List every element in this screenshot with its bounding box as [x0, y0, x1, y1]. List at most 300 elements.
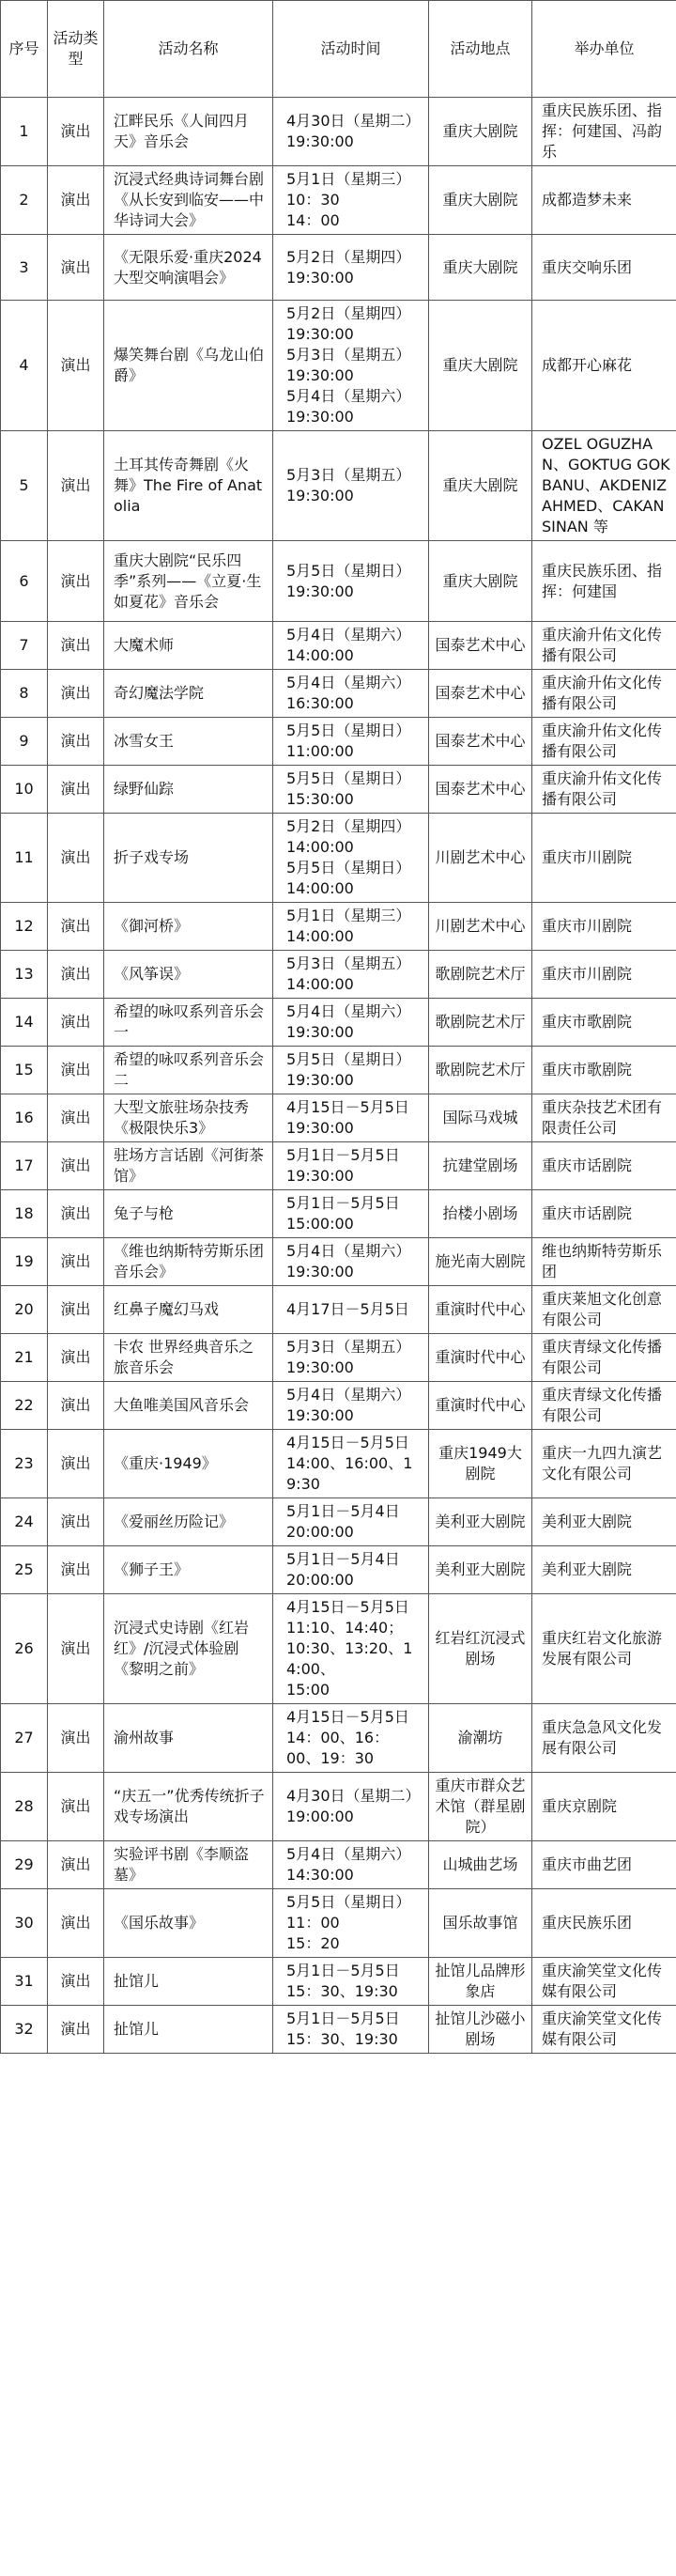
cell-place-line: 渝潮坊	[457, 1729, 503, 1746]
cell-place-line: 重庆大剧院	[442, 122, 518, 140]
cell-name	[104, 718, 273, 766]
cell-org	[532, 1142, 676, 1190]
cell-time-line: 5月3日（星期五）	[286, 466, 411, 484]
cell-no: 9	[1, 718, 48, 766]
cell-time	[273, 951, 429, 999]
cell-org-line: 美利亚大剧院	[542, 1513, 633, 1530]
cell-time-line: 5月2日（星期四）	[286, 247, 411, 266]
cell-name	[104, 1047, 273, 1094]
table-row	[1, 1704, 676, 1773]
cell-org	[532, 1382, 676, 1430]
cell-time-line: 5月1日－5月5日	[286, 2010, 400, 2027]
cell-place-line: 施光南大剧院	[435, 1252, 526, 1270]
cell-time-line: 19:30:00	[286, 1119, 354, 1137]
cell-no: 12	[1, 903, 48, 951]
cell-name-line: 沉浸式史诗剧《红岩红》/沉浸式体验剧《黎明之前》	[114, 1619, 250, 1678]
cell-time-line: 4月30日（星期二）	[286, 112, 421, 130]
cell-org-line: 重庆京剧院	[542, 1797, 618, 1815]
cell-place	[429, 951, 532, 999]
table-row	[1, 1190, 676, 1238]
cell-type: 演出	[48, 1773, 104, 1841]
cell-place-line: 重演时代中心	[435, 1300, 526, 1318]
cell-org	[532, 622, 676, 670]
cell-type: 演出	[48, 903, 104, 951]
cell-name	[104, 431, 273, 541]
cell-time	[273, 1594, 429, 1704]
cell-org-line: 重庆渝笑堂文化传媒有限公司	[542, 1962, 663, 2000]
cell-place	[429, 1286, 532, 1334]
cell-org	[532, 1958, 676, 2006]
header-org: 举办单位	[532, 1, 676, 98]
cell-time	[273, 1142, 429, 1190]
cell-name	[104, 1546, 273, 1594]
cell-place	[429, 1430, 532, 1498]
cell-time-line: 19:30:00	[286, 1023, 354, 1041]
cell-org	[532, 1190, 676, 1238]
cell-no: 5	[1, 431, 48, 541]
cell-time-line: 14:00:00	[286, 838, 354, 856]
table-row	[1, 814, 676, 903]
cell-no: 31	[1, 1958, 48, 2006]
cell-type: 演出	[48, 98, 104, 166]
cell-time-line: 15:30:00	[286, 790, 354, 808]
cell-type: 演出	[48, 541, 104, 622]
cell-type: 演出	[48, 1594, 104, 1704]
cell-no: 2	[1, 166, 48, 235]
cell-time-line: 5月1日－5月5日	[286, 1146, 400, 1164]
cell-time-line: 14:30:00	[286, 1866, 354, 1884]
table-row	[1, 1430, 676, 1498]
header-name: 活动名称	[104, 1, 273, 98]
cell-time-line: 5月4日（星期六）	[286, 387, 411, 405]
cell-org-line: 重庆民族乐团、指挥：何建国	[542, 561, 663, 600]
cell-time	[273, 622, 429, 670]
cell-org	[532, 814, 676, 903]
cell-time-line: 19:00:00	[286, 1808, 354, 1825]
cell-no: 22	[1, 1382, 48, 1430]
cell-no: 27	[1, 1704, 48, 1773]
cell-time-line: 4月15日－5月5日	[286, 1098, 409, 1116]
cell-time	[273, 1190, 429, 1238]
cell-type: 演出	[48, 431, 104, 541]
cell-org-line: 重庆渝升佑文化传播有限公司	[542, 722, 663, 760]
cell-time	[273, 1773, 429, 1841]
cell-time	[273, 1047, 429, 1094]
cell-name	[104, 1958, 273, 2006]
header-no: 序号	[1, 1, 48, 98]
cell-time-line: 5月3日（星期五）	[286, 346, 411, 364]
cell-time	[273, 1382, 429, 1430]
cell-org	[532, 1094, 676, 1142]
cell-org-line: 成都造梦未来	[542, 191, 633, 209]
cell-org-line: 成都开心麻花	[542, 356, 633, 374]
cell-org-line: 重庆市川剧院	[542, 965, 633, 983]
table-row	[1, 622, 676, 670]
cell-time-line: 11:10、14:40；	[286, 1619, 404, 1637]
cell-time-line: 19:30:00	[286, 132, 354, 150]
cell-name-line: 《御河桥》	[114, 917, 190, 935]
cell-place	[429, 1773, 532, 1841]
cell-time-line: 5月2日（星期四）	[286, 817, 411, 835]
cell-place	[429, 814, 532, 903]
cell-name-line: 爆笑舞台剧《乌龙山伯爵》	[114, 346, 265, 384]
cell-org	[532, 166, 676, 235]
cell-time-line: 19:30:00	[286, 268, 354, 287]
cell-time-line: 5月4日（星期六）	[286, 1386, 411, 1404]
header-place: 活动地点	[429, 1, 532, 98]
cell-time	[273, 541, 429, 622]
cell-name	[104, 1382, 273, 1430]
cell-place	[429, 1047, 532, 1094]
cell-time-line: 14:00:00	[286, 879, 354, 897]
cell-time-line: 11：00	[286, 1914, 340, 1932]
cell-org	[532, 431, 676, 541]
cell-org-line: 重庆渝升佑文化传播有限公司	[542, 769, 663, 808]
cell-place-line: 重演时代中心	[435, 1396, 526, 1414]
cell-org	[532, 235, 676, 301]
cell-time-line: 14:00、16:00、19:30	[286, 1454, 413, 1493]
cell-time-line: 4月15日－5月5日	[286, 1708, 409, 1726]
cell-place-line: 国泰艺术中心	[435, 636, 526, 654]
cell-name	[104, 670, 273, 718]
cell-time-line: 5月2日（星期四）	[286, 304, 411, 322]
cell-no: 8	[1, 670, 48, 718]
table-row	[1, 1889, 676, 1958]
cell-org-line: 美利亚大剧院	[542, 1560, 633, 1578]
cell-time-line: 5月5日（星期日）	[286, 1050, 411, 1068]
cell-name-line: 扯馆儿	[114, 2020, 160, 2038]
cell-name	[104, 1238, 273, 1286]
table-row	[1, 1094, 676, 1142]
cell-time-line: 5月1日－5月4日	[286, 1502, 400, 1520]
cell-time-line: 14:00:00	[286, 927, 354, 945]
cell-time-line: 5月4日（星期六）	[286, 626, 411, 644]
cell-org-line: 重庆渝升佑文化传播有限公司	[542, 674, 663, 712]
cell-type: 演出	[48, 1047, 104, 1094]
table-row	[1, 903, 676, 951]
cell-place	[429, 2006, 532, 2054]
cell-name-line: 奇幻魔法学院	[114, 684, 205, 702]
cell-org	[532, 1704, 676, 1773]
cell-place-line: 歌剧院艺术厅	[435, 1013, 526, 1031]
table-row	[1, 951, 676, 999]
cell-name-line: 驻场方言话剧《河街茶馆》	[114, 1146, 265, 1185]
cell-time-line: 5月1日－5月5日	[286, 1962, 400, 1979]
cell-name-line: 希望的咏叹系列音乐会二	[114, 1050, 265, 1089]
cell-name	[104, 98, 273, 166]
cell-time-line: 15:00	[286, 1681, 330, 1699]
cell-no: 13	[1, 951, 48, 999]
cell-place-line: 川剧艺术中心	[435, 848, 526, 866]
cell-time-line: 4月15日－5月5日	[286, 1598, 409, 1616]
cell-name-line: 渝州故事	[114, 1729, 175, 1746]
cell-org	[532, 1334, 676, 1382]
cell-type: 演出	[48, 2006, 104, 2054]
cell-name-line: 扯馆儿	[114, 1972, 160, 1990]
cell-type: 演出	[48, 1889, 104, 1958]
cell-name	[104, 1704, 273, 1773]
cell-place	[429, 1094, 532, 1142]
cell-place-line: 国泰艺术中心	[435, 684, 526, 702]
cell-name	[104, 1334, 273, 1382]
cell-org-line: 重庆民族乐团	[542, 1914, 633, 1932]
cell-place	[429, 235, 532, 301]
cell-place-line: 美利亚大剧院	[435, 1560, 526, 1578]
cell-org	[532, 999, 676, 1047]
cell-org-line: 重庆渝笑堂文化传媒有限公司	[542, 2010, 663, 2048]
cell-name-line: “庆五一”优秀传统折子戏专场演出	[114, 1787, 265, 1825]
cell-org-line: 重庆渝升佑文化传播有限公司	[542, 626, 663, 664]
table-row	[1, 2006, 676, 2054]
cell-place-line: 美利亚大剧院	[435, 1513, 526, 1530]
cell-name-line: 《维也纳斯特劳斯乐团音乐会》	[114, 1242, 265, 1280]
cell-name	[104, 2006, 273, 2054]
cell-time-line: 5月5日（星期日）	[286, 561, 411, 580]
cell-type: 演出	[48, 670, 104, 718]
table-row	[1, 1286, 676, 1334]
cell-org	[532, 1889, 676, 1958]
table-row	[1, 541, 676, 622]
cell-org-line: 重庆一九四九演艺文化有限公司	[542, 1444, 663, 1482]
cell-time	[273, 1958, 429, 2006]
cell-name-line: 沉浸式经典诗词舞台剧《从长安到临安——中华诗词大会》	[114, 170, 265, 229]
cell-time-line: 4月15日－5月5日	[286, 1434, 409, 1451]
cell-name	[104, 903, 273, 951]
cell-org-line: 重庆红岩文化旅游发展有限公司	[542, 1629, 663, 1668]
cell-time-line: 10：30	[286, 191, 340, 209]
cell-no: 15	[1, 1047, 48, 1094]
table-row	[1, 1546, 676, 1594]
table-row	[1, 1841, 676, 1889]
cell-org-line: 重庆市话剧院	[542, 1204, 633, 1222]
cell-time	[273, 166, 429, 235]
cell-type: 演出	[48, 1498, 104, 1546]
cell-time	[273, 301, 429, 431]
cell-place	[429, 98, 532, 166]
cell-place	[429, 622, 532, 670]
cell-type: 演出	[48, 1238, 104, 1286]
table-row	[1, 1142, 676, 1190]
table-row	[1, 1773, 676, 1841]
cell-type: 演出	[48, 1546, 104, 1594]
cell-name	[104, 301, 273, 431]
cell-time	[273, 903, 429, 951]
cell-name-line: 冰雪女王	[114, 732, 175, 750]
cell-org	[532, 1430, 676, 1498]
cell-name-line: 红鼻子魔幻马戏	[114, 1300, 220, 1318]
cell-time-line: 19:30:00	[286, 1167, 354, 1185]
cell-place-line: 扯馆儿品牌形象店	[435, 1962, 526, 2000]
cell-time-line: 5月5日（星期日）	[286, 769, 411, 787]
cell-place-line: 红岩红沉浸式剧场	[435, 1629, 526, 1668]
cell-org-line: 重庆市歌剧院	[542, 1061, 633, 1079]
cell-org-line: 重庆青绿文化传播有限公司	[542, 1386, 663, 1424]
cell-time-line: 5月1日－5月5日	[286, 1194, 400, 1212]
cell-name	[104, 951, 273, 999]
cell-place-line: 重庆大剧院	[442, 571, 518, 590]
cell-type: 演出	[48, 1704, 104, 1773]
cell-time	[273, 431, 429, 541]
cell-name-line: 《重庆·1949》	[114, 1454, 217, 1472]
cell-name	[104, 1841, 273, 1889]
cell-no: 20	[1, 1286, 48, 1334]
cell-time-line: 5月4日（星期六）	[286, 1242, 411, 1260]
cell-place-line: 歌剧院艺术厅	[435, 1061, 526, 1079]
cell-time	[273, 1286, 429, 1334]
cell-place	[429, 999, 532, 1047]
cell-place	[429, 1958, 532, 2006]
cell-time	[273, 1238, 429, 1286]
cell-place-line: 重庆大剧院	[442, 191, 518, 209]
table-row	[1, 166, 676, 235]
cell-place	[429, 1594, 532, 1704]
cell-time-line: 15:00:00	[286, 1215, 354, 1233]
cell-time-line: 14:00:00	[286, 975, 354, 993]
cell-org	[532, 1773, 676, 1841]
cell-org-line: 维也纳斯特劳斯乐团	[542, 1242, 663, 1280]
cell-type: 演出	[48, 1958, 104, 2006]
cell-time-line: 5月5日（星期日）	[286, 859, 411, 877]
cell-place	[429, 541, 532, 622]
cell-name	[104, 1773, 273, 1841]
cell-no: 16	[1, 1094, 48, 1142]
cell-time	[273, 999, 429, 1047]
cell-type: 演出	[48, 1334, 104, 1382]
cell-time-line: 14:00:00	[286, 646, 354, 664]
cell-name	[104, 999, 273, 1047]
cell-place-line: 山城曲艺场	[442, 1855, 518, 1873]
table-row	[1, 766, 676, 814]
cell-time-line: 5月1日（星期三）	[286, 170, 411, 188]
cell-time-line: 20:00:00	[286, 1523, 354, 1541]
table-row	[1, 1238, 676, 1286]
cell-place-line: 歌剧院艺术厅	[435, 965, 526, 983]
cell-place-line: 重演时代中心	[435, 1348, 526, 1366]
cell-place-line: 重庆大剧院	[442, 356, 518, 374]
cell-name	[104, 1498, 273, 1546]
cell-name-line: 《国乐故事》	[114, 1914, 205, 1932]
cell-time-line: 19:30:00	[286, 1263, 354, 1280]
cell-name-line: 重庆大剧院“民乐四季”系列——《立夏·生如夏花》音乐会	[114, 551, 262, 611]
cell-org	[532, 1047, 676, 1094]
cell-time-line: 20:00:00	[286, 1571, 354, 1589]
cell-no: 3	[1, 235, 48, 301]
cell-time-line: 5月4日（星期六）	[286, 1002, 411, 1020]
cell-time-line: 14：00	[286, 211, 340, 229]
cell-time-line: 14：00、16：	[286, 1729, 390, 1746]
cell-name	[104, 814, 273, 903]
table-row	[1, 718, 676, 766]
cell-time	[273, 1334, 429, 1382]
cell-name-line: 《无限乐爱·重庆2024大型交响演唱会》	[114, 247, 262, 287]
cell-org	[532, 1286, 676, 1334]
cell-org	[532, 670, 676, 718]
cell-time	[273, 98, 429, 166]
cell-time	[273, 2006, 429, 2054]
table-row	[1, 999, 676, 1047]
table-row	[1, 431, 676, 541]
cell-no: 25	[1, 1546, 48, 1594]
table-row	[1, 1334, 676, 1382]
cell-org-line: 重庆市川剧院	[542, 848, 633, 866]
table-row	[1, 1382, 676, 1430]
header-type: 活动类型	[48, 1, 104, 98]
cell-no: 30	[1, 1889, 48, 1958]
cell-org-line: 重庆市川剧院	[542, 917, 633, 935]
cell-place	[429, 1889, 532, 1958]
cell-name-line: 江畔民乐《人间四月天》音乐会	[114, 112, 250, 150]
cell-org	[532, 1498, 676, 1546]
cell-time-line: 5月3日（星期五）	[286, 1338, 411, 1356]
cell-place-line: 扯馆儿沙磁小剧场	[435, 2010, 526, 2048]
cell-org	[532, 1546, 676, 1594]
cell-place	[429, 1190, 532, 1238]
table-header-row	[1, 1, 676, 98]
cell-no: 28	[1, 1773, 48, 1841]
cell-name	[104, 766, 273, 814]
cell-name	[104, 1142, 273, 1190]
cell-time-line: 5月5日（星期日）	[286, 722, 411, 739]
cell-place-line: 抗建堂剧场	[442, 1156, 518, 1174]
cell-place-line: 抬楼小剧场	[442, 1204, 518, 1222]
cell-name-line: 卡农 世界经典音乐之旅音乐会	[114, 1338, 254, 1376]
cell-time-line: 16:30:00	[286, 694, 354, 712]
cell-place	[429, 903, 532, 951]
cell-time-line: 15：30、19:30	[286, 2030, 398, 2048]
cell-no: 19	[1, 1238, 48, 1286]
cell-name-line: 兔子与枪	[114, 1204, 175, 1222]
cell-place	[429, 1498, 532, 1546]
cell-org	[532, 1841, 676, 1889]
cell-place-line: 国泰艺术中心	[435, 732, 526, 750]
table-row	[1, 1958, 676, 2006]
cell-time-line: 19:30:00	[286, 366, 354, 384]
cell-name	[104, 1094, 273, 1142]
cell-place	[429, 1546, 532, 1594]
cell-no: 14	[1, 999, 48, 1047]
cell-no: 18	[1, 1190, 48, 1238]
cell-time-line: 15：20	[286, 1934, 340, 1952]
cell-type: 演出	[48, 301, 104, 431]
cell-org	[532, 2006, 676, 2054]
cell-no: 23	[1, 1430, 48, 1498]
cell-org	[532, 1594, 676, 1704]
cell-no: 1	[1, 98, 48, 166]
cell-name	[104, 1594, 273, 1704]
cell-type: 演出	[48, 1841, 104, 1889]
cell-name	[104, 1889, 273, 1958]
cell-no: 32	[1, 2006, 48, 2054]
cell-type: 演出	[48, 1094, 104, 1142]
cell-no: 6	[1, 541, 48, 622]
cell-no: 26	[1, 1594, 48, 1704]
cell-name-line: 《爱丽丝历险记》	[114, 1513, 235, 1530]
cell-time-line: 00、19：30	[286, 1749, 375, 1767]
cell-time-line: 19:30:00	[286, 1358, 354, 1376]
cell-time-line: 15：30、19:30	[286, 1982, 398, 2000]
cell-type: 演出	[48, 1382, 104, 1430]
cell-name-line: 折子戏专场	[114, 848, 190, 866]
cell-org-line: 重庆青绿文化传播有限公司	[542, 1338, 663, 1376]
cell-name	[104, 622, 273, 670]
cell-org	[532, 766, 676, 814]
cell-place	[429, 1334, 532, 1382]
cell-time-line: 5月3日（星期五）	[286, 954, 411, 972]
cell-name-line: 大鱼唯美国风音乐会	[114, 1396, 250, 1414]
cell-place	[429, 166, 532, 235]
cell-name-line: 土耳其传奇舞剧《火舞》The Fire of Anatolia	[114, 456, 263, 515]
cell-time-line: 19:30:00	[286, 325, 354, 343]
